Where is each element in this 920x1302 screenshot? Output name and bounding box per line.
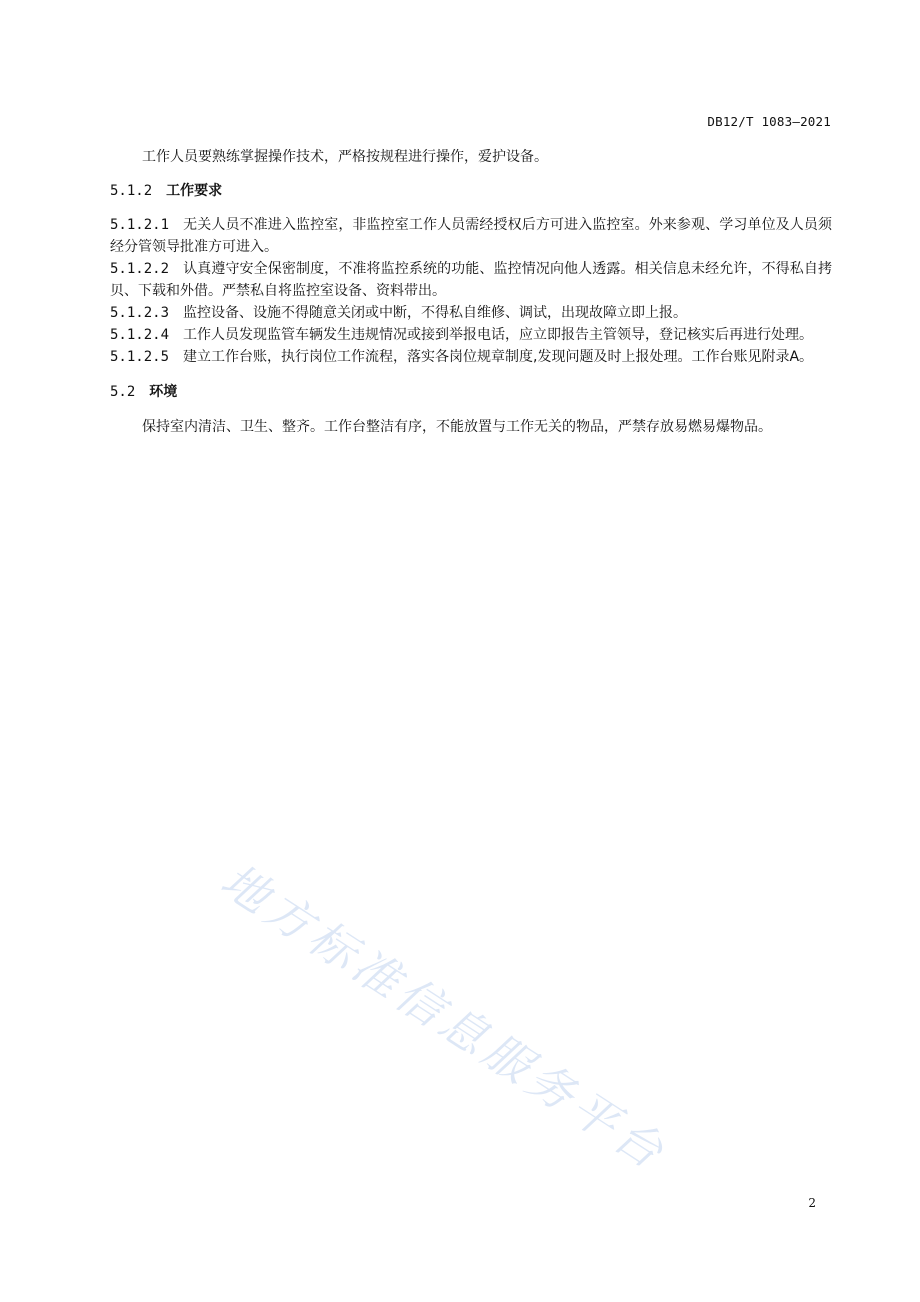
clause-5-1-2-3 bbox=[110, 302, 832, 324]
clause-text: 监控设备、设施不得随意关闭或中断，不得私自维修、调试，出现故障立即上报。 bbox=[183, 305, 688, 321]
spacer bbox=[110, 168, 832, 180]
clause-5-1-2-2 bbox=[110, 258, 832, 302]
environment-paragraph: 保持室内清洁、卫生、整齐。工作台整洁有序，不能放置与工作无关的物品，严禁存放易燃易爆物品。 bbox=[142, 419, 772, 435]
clause-number: 5.1.2.4 bbox=[110, 327, 170, 343]
page-number: 2 bbox=[808, 1196, 816, 1210]
section-number: 5.2 bbox=[110, 384, 136, 400]
section-number: 5.1.2 bbox=[110, 183, 153, 199]
section-heading-5-2 bbox=[110, 381, 832, 403]
section-title: 环境 bbox=[149, 384, 178, 400]
document-body bbox=[110, 146, 832, 438]
intro-paragraph: 工作人员要熟练掌握操作技术，严格按规程进行操作，爱护设备。 bbox=[142, 149, 548, 165]
document-code: DB12/T 1083—2021 bbox=[707, 114, 831, 129]
clause-text: 建立工作台账，执行岗位工作流程，落实各岗位规章制度,发现问题及时上报处理。工作台账见附录A。 bbox=[183, 349, 814, 365]
section-title: 工作要求 bbox=[166, 183, 223, 199]
clause-number: 5.1.2.2 bbox=[110, 261, 170, 277]
spacer bbox=[110, 202, 832, 214]
clause-5-1-2-5 bbox=[110, 346, 832, 368]
clause-number: 5.1.2.3 bbox=[110, 305, 170, 321]
clause-5-1-2-1 bbox=[110, 214, 832, 258]
clause-text: 认真遵守安全保密制度，不准将监控系统的功能、监控情况向他人透露。相关信息未经允许，不得私自拷贝、下载和外借。严禁私自将监控室设备、资料带出。 bbox=[110, 261, 832, 299]
clause-number: 5.1.2.1 bbox=[110, 217, 170, 233]
clause-number: 5.1.2.5 bbox=[110, 349, 170, 365]
clause-text: 工作人员发现监管车辆发生违规情况或接到举报电话，应立即报告主管领导，登记核实后再进行处理。 bbox=[183, 327, 814, 343]
spacer bbox=[110, 403, 832, 416]
spacer bbox=[110, 368, 832, 381]
section-heading-5-1-2 bbox=[110, 180, 832, 202]
clause-5-1-2-4 bbox=[110, 324, 832, 346]
watermark: 地方标准信息服务平台 bbox=[211, 852, 678, 1182]
clause-text: 无关人员不准进入监控室，非监控室工作人员需经授权后方可进入监控室。外来参观、学习单位及人员须经分管领导批准方可进入。 bbox=[110, 217, 832, 255]
